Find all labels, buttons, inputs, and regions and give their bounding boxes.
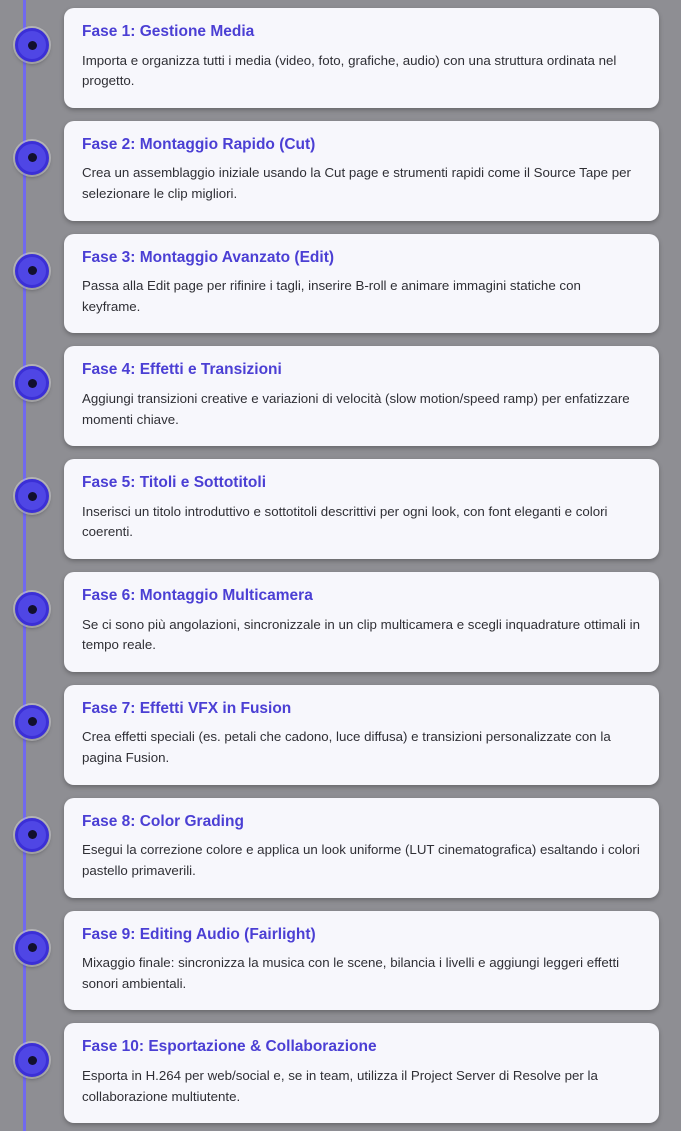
timeline-card-description: Crea un assemblaggio iniziale usando la Cut page e strumenti rapidi come il Source Tape per selezionare le clip migliori. xyxy=(82,165,631,202)
timeline-node-icon xyxy=(15,931,49,965)
timeline-card-title: Fase 4: Effetti e Transizioni xyxy=(82,361,282,379)
timeline-card[interactable] xyxy=(64,1023,659,1123)
timeline-node-icon xyxy=(15,592,49,626)
timeline-card-title: Fase 6: Montaggio Multicamera xyxy=(82,587,313,605)
timeline-card[interactable] xyxy=(64,459,659,559)
timeline-marker-column xyxy=(0,459,64,513)
timeline-marker-column xyxy=(0,121,64,175)
list-item xyxy=(0,798,659,898)
timeline-node-icon xyxy=(15,366,49,400)
timeline-card-description: Inserisci un titolo introduttivo e sottotitoli descrittivi per ogni look, con font eleganti e colori coerenti. xyxy=(82,503,608,540)
timeline-card-description: Mixaggio finale: sincronizza la musica con le scene, bilancia i livelli e aggiungi leggeri effetti sonori ambientali. xyxy=(82,955,620,991)
timeline-marker-column xyxy=(0,572,64,626)
timeline-card-title: Fase 10: Esportazione & Collaborazione xyxy=(82,1038,377,1056)
timeline-steps xyxy=(0,8,659,1123)
timeline-card[interactable] xyxy=(64,8,659,108)
timeline-card-description: Esporta in H.264 per web/social e, se in team, utilizza il Project Server di Resolve per la collaborazione multiutente. xyxy=(82,1067,598,1104)
timeline-marker-column xyxy=(0,911,64,965)
timeline-marker-column xyxy=(0,1023,64,1077)
timeline-card[interactable] xyxy=(64,346,659,446)
list-item xyxy=(0,911,659,1011)
timeline-card[interactable] xyxy=(64,121,659,221)
timeline-card-title: Fase 2: Montaggio Rapido (Cut) xyxy=(82,135,316,153)
timeline-marker-column xyxy=(0,798,64,852)
timeline-card-title: Fase 1: Gestione Media xyxy=(82,23,255,40)
list-item xyxy=(0,121,659,221)
timeline-card-title: Fase 3: Montaggio Avanzato (Edit) xyxy=(82,248,335,266)
timeline-card-description: Passa alla Edit page per rifinire i tagli, inserire B-roll e animare immagini statiche con keyframe. xyxy=(82,278,581,314)
timeline-card-description: Crea effetti speciali (es. petali che cadono, luce diffusa) e transizioni personalizzate con la pagina Fusion. xyxy=(82,729,611,766)
timeline-card[interactable] xyxy=(64,572,659,672)
timeline-card[interactable] xyxy=(64,234,659,334)
timeline-card-description: Se ci sono più angolazioni, sincronizzale in un clip multicamera e scegli inquadrature ottimali in tempo reale. xyxy=(82,616,641,653)
timeline-node-icon xyxy=(15,705,49,739)
list-item xyxy=(0,8,659,108)
timeline-card[interactable] xyxy=(64,685,659,785)
timeline-marker-column xyxy=(0,234,64,288)
timeline-card-description: Aggiungi transizioni creative e variazioni di velocità (slow motion/speed ramp) per enfatizzare momenti chiave. xyxy=(82,391,630,427)
list-item xyxy=(0,1023,659,1123)
timeline-card[interactable] xyxy=(64,911,659,1011)
list-item xyxy=(0,685,659,785)
timeline-node-icon xyxy=(15,818,49,852)
timeline-marker-column xyxy=(0,8,64,62)
list-item xyxy=(0,459,659,559)
timeline-node-icon xyxy=(15,141,49,175)
timeline-marker-column xyxy=(0,346,64,400)
list-item xyxy=(0,572,659,672)
timeline-card[interactable] xyxy=(64,798,659,898)
timeline-card-description: Importa e organizza tutti i media (video, foto, grafiche, audio) con una struttura ordinata nel progetto. xyxy=(82,52,617,89)
timeline-card-description: Esegui la correzione colore e applica un look uniforme (LUT cinematografica) esaltando i colori pastello primaverili. xyxy=(82,842,640,878)
timeline-card-title: Fase 9: Editing Audio (Fairlight) xyxy=(82,925,316,943)
timeline-marker-column xyxy=(0,685,64,739)
timeline-node-icon xyxy=(15,479,49,513)
timeline-card-title: Fase 7: Effetti VFX in Fusion xyxy=(82,699,292,717)
list-item xyxy=(0,234,659,334)
timeline-card-title: Fase 5: Titoli e Sottotitoli xyxy=(82,474,267,492)
list-item xyxy=(0,346,659,446)
timeline-node-icon xyxy=(15,254,49,288)
timeline-node-icon xyxy=(15,1043,49,1077)
timeline-node-icon xyxy=(15,28,49,62)
timeline-card-title: Fase 8: Color Grading xyxy=(82,812,244,830)
